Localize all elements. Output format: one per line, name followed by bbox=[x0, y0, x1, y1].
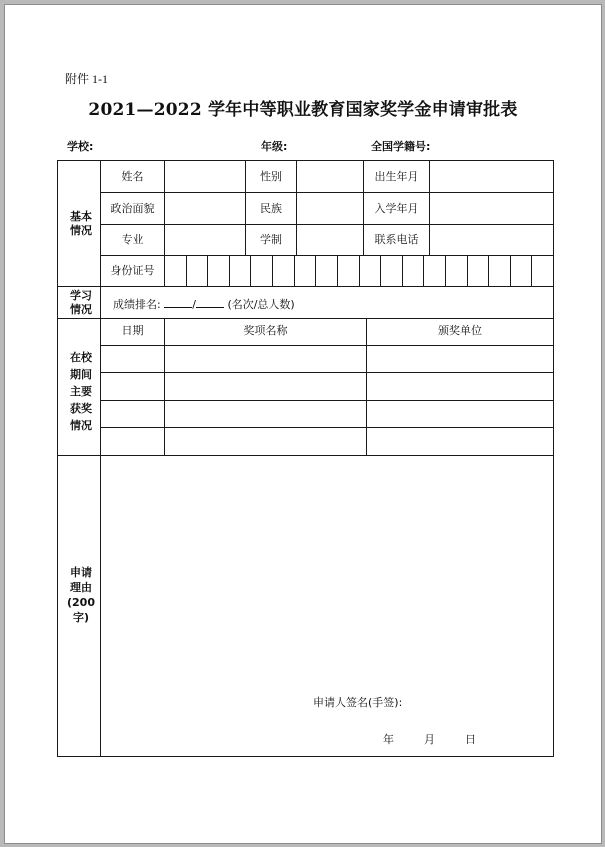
table-border-top bbox=[57, 160, 554, 161]
student-id-label: 全国学籍号: bbox=[371, 140, 431, 153]
row-divider bbox=[100, 192, 554, 193]
id-digit-box-divider bbox=[294, 255, 295, 286]
field-schooling-label: 学制 bbox=[260, 233, 282, 246]
id-digit-box-divider bbox=[315, 255, 316, 286]
rank-hint: (名次/总人数) bbox=[227, 298, 295, 311]
section-column-divider bbox=[100, 160, 101, 757]
col-divider bbox=[164, 160, 165, 256]
id-digit-box-divider bbox=[423, 255, 424, 286]
section-divider bbox=[57, 286, 554, 287]
id-digit-box-divider bbox=[229, 255, 230, 286]
field-name-label: 姓名 bbox=[121, 170, 144, 183]
row-divider bbox=[100, 224, 554, 225]
section-reason-label: 申请理由(200字) bbox=[67, 566, 95, 624]
row-divider bbox=[100, 255, 554, 256]
awards-col-date: 日期 bbox=[121, 324, 144, 337]
section-divider bbox=[57, 455, 554, 456]
page-title: 2021—2022 学年中等职业教育国家奖学金申请审批表 bbox=[88, 100, 518, 120]
field-major-label: 专业 bbox=[121, 233, 144, 246]
id-digit-box-divider bbox=[337, 255, 338, 286]
awards-col-divider bbox=[366, 318, 367, 456]
grade-label: 年级: bbox=[261, 140, 288, 153]
table-border-bottom bbox=[57, 756, 554, 757]
awards-col-divider bbox=[164, 318, 165, 456]
rank-blank bbox=[164, 297, 192, 308]
id-digit-box-divider bbox=[359, 255, 360, 286]
total-blank bbox=[196, 297, 224, 308]
table-border-left bbox=[57, 160, 58, 757]
awards-row-divider bbox=[100, 372, 554, 373]
id-digit-box-divider bbox=[402, 255, 403, 286]
awards-row-divider bbox=[100, 427, 554, 428]
field-id-number-label: 身份证号 bbox=[110, 264, 155, 277]
section-awards-label: 在校期间主要获奖情况 bbox=[70, 351, 92, 432]
field-politics-label: 政治面貌 bbox=[110, 202, 155, 215]
document-page bbox=[4, 4, 602, 844]
id-digit-box-divider bbox=[272, 255, 273, 286]
school-label: 学校: bbox=[67, 140, 94, 153]
annex-label: 附件 1-1 bbox=[65, 72, 108, 86]
id-digit-box-divider bbox=[510, 255, 511, 286]
awards-row-divider bbox=[100, 345, 554, 346]
awards-col-issuer: 颁奖单位 bbox=[438, 324, 482, 337]
section-basic-label: 基本情况 bbox=[70, 210, 92, 237]
awards-row-divider bbox=[100, 400, 554, 401]
rank-row bbox=[113, 296, 295, 312]
section-study-label: 学习情况 bbox=[70, 289, 92, 316]
field-ethnicity-label: 民族 bbox=[260, 202, 282, 215]
date-month-label: 月 bbox=[424, 733, 435, 746]
table-border-right bbox=[553, 160, 554, 757]
id-digit-box-divider bbox=[207, 255, 208, 286]
rank-label: 成绩排名: bbox=[113, 298, 161, 311]
field-enroll-label: 入学年月 bbox=[374, 202, 419, 215]
id-digit-box-divider bbox=[250, 255, 251, 286]
id-digit-box-divider bbox=[164, 255, 165, 286]
signature-label: 申请人签名(手签): bbox=[313, 696, 403, 709]
id-digit-box-divider bbox=[445, 255, 446, 286]
id-digit-box-divider bbox=[467, 255, 468, 286]
id-digit-box-divider bbox=[531, 255, 532, 286]
field-phone-label: 联系电话 bbox=[374, 233, 419, 246]
id-digit-box-divider bbox=[186, 255, 187, 286]
field-birth-label: 出生年月 bbox=[374, 170, 419, 183]
id-digit-box-divider bbox=[380, 255, 381, 286]
field-gender-label: 性别 bbox=[260, 170, 282, 183]
id-digit-box-divider bbox=[488, 255, 489, 286]
date-year-label: 年 bbox=[383, 733, 394, 746]
col-divider bbox=[296, 160, 297, 256]
date-day-label: 日 bbox=[465, 733, 476, 746]
section-divider bbox=[57, 318, 554, 319]
rank-slash: / bbox=[192, 298, 196, 311]
col-divider bbox=[429, 160, 430, 256]
awards-col-name: 奖项名称 bbox=[243, 324, 288, 337]
